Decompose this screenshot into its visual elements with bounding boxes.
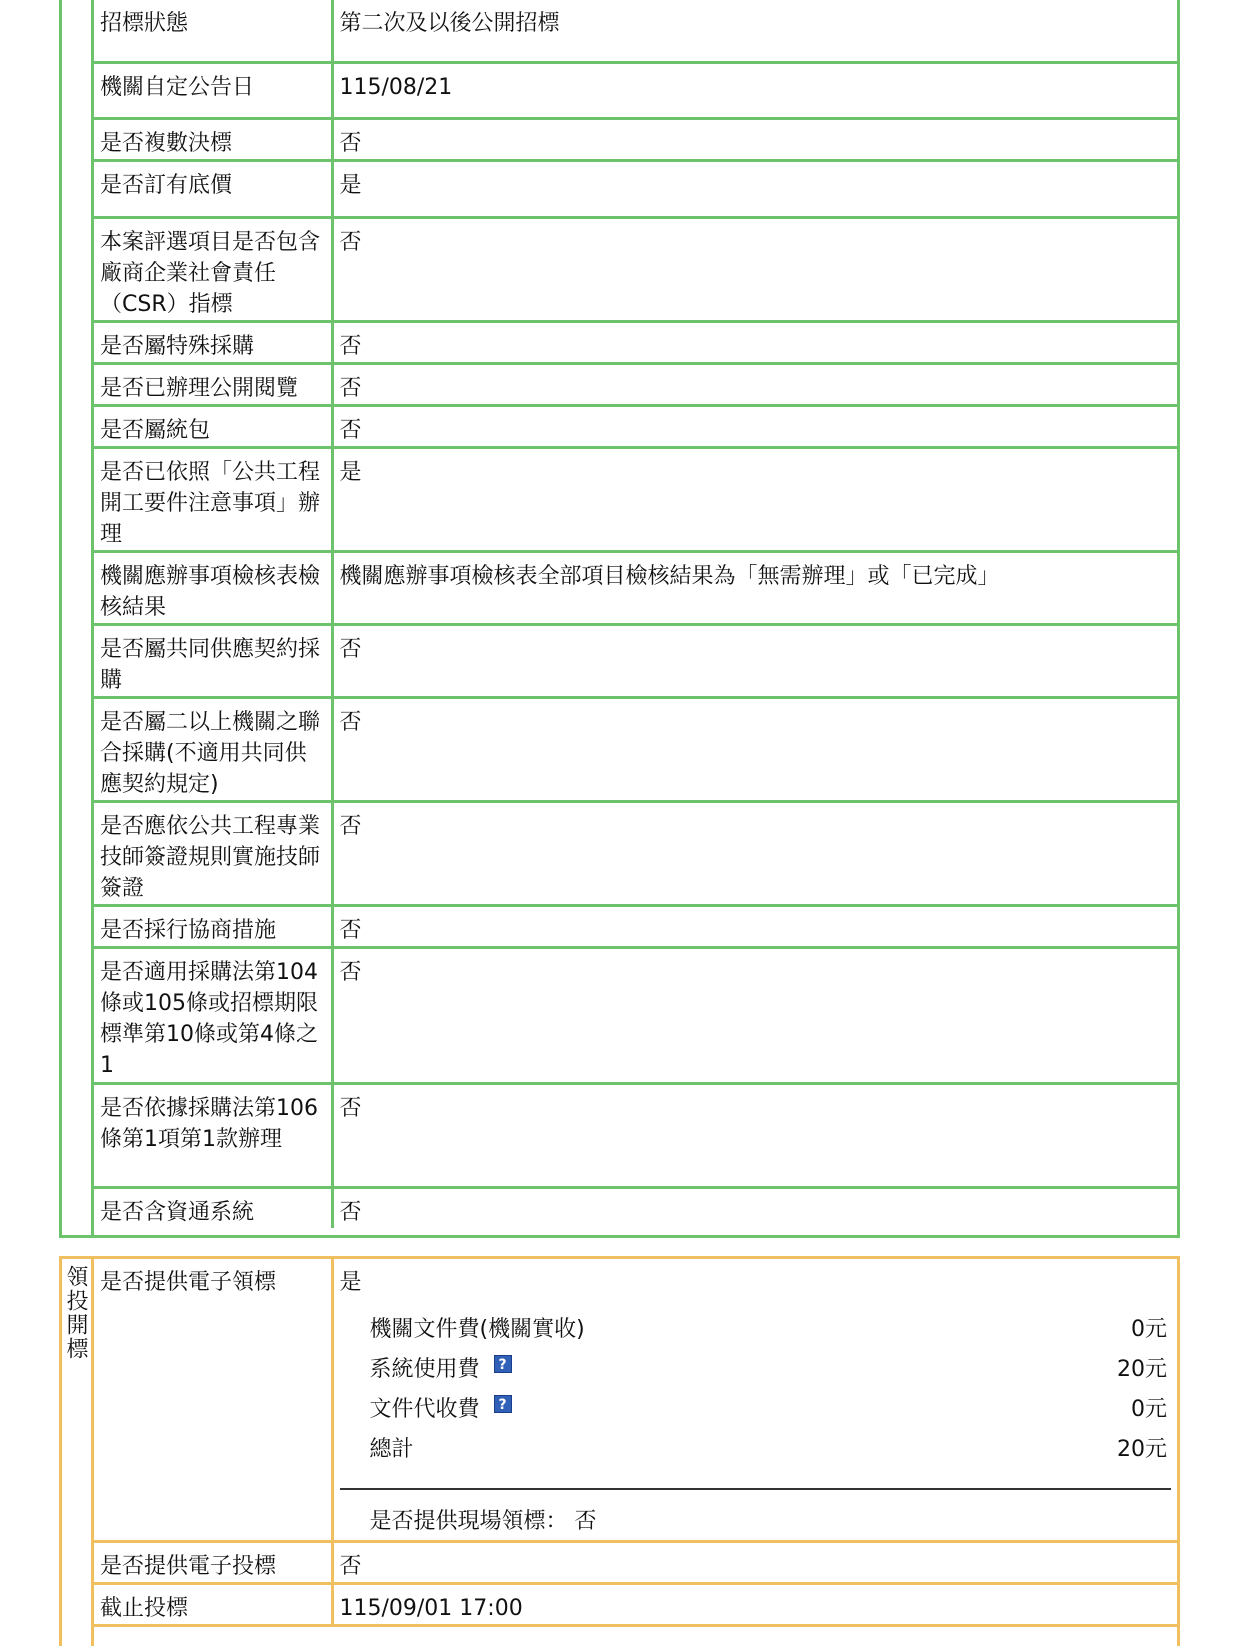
row-value: 否 xyxy=(332,118,1177,160)
row-value: 是 xyxy=(332,447,1177,551)
table-row xyxy=(94,947,1177,1083)
row-label: 是否採行協商措施 xyxy=(94,905,332,947)
fee-row xyxy=(370,1430,1168,1470)
onsite-pickup-value: 否 xyxy=(574,1509,597,1534)
row-value: 是 xyxy=(332,160,1177,217)
onsite-pickup-label: 是否提供現場領標： xyxy=(369,1509,568,1534)
table-row xyxy=(94,160,1177,217)
table-row xyxy=(94,62,1177,118)
tender-info-section xyxy=(59,0,1180,1238)
row-label: 是否屬特殊採購 xyxy=(94,321,332,363)
row-label: 是否複數決標 xyxy=(94,118,332,160)
table-row xyxy=(94,624,1177,697)
row-label: 截止投標 xyxy=(94,1584,332,1626)
table-row xyxy=(94,905,1177,947)
row-value: 否 xyxy=(332,697,1177,801)
row-value: 否 xyxy=(332,801,1177,905)
table-row xyxy=(94,551,1177,624)
bidding-table xyxy=(94,1259,1177,1627)
row-value: 否 xyxy=(332,363,1177,405)
bidding-section xyxy=(59,1256,1180,1646)
row-label: 機關自定公告日 xyxy=(94,62,332,118)
row-label: 是否訂有底價 xyxy=(94,160,332,217)
row-value: 否 xyxy=(332,624,1177,697)
table-row xyxy=(94,1187,1177,1228)
row-value: 115/08/21 xyxy=(332,62,1177,118)
fee-amount: 0元 xyxy=(1131,1317,1167,1342)
row-value xyxy=(332,1259,1177,1542)
fee-name: 機關文件費(機關實收) xyxy=(369,1317,585,1342)
fee-row xyxy=(370,1350,1168,1390)
row-label: 是否屬二以上機關之聯合採購(不適用共同供應契約規定) xyxy=(94,697,332,801)
row-value: 否 xyxy=(332,905,1177,947)
table-row xyxy=(94,801,1177,905)
row-value: 否 xyxy=(332,321,1177,363)
table-row xyxy=(94,1259,1177,1542)
bidding-section-label: 領投開標 xyxy=(62,1259,94,1646)
row-label: 是否已依照「公共工程開工要件注意事項」辦理 xyxy=(94,447,332,551)
fee-name: 文件代收費 xyxy=(369,1397,480,1422)
help-icon[interactable]: ? xyxy=(494,1355,512,1373)
fee-divider xyxy=(340,1488,1172,1490)
table-row xyxy=(94,1584,1177,1626)
row-label: 是否提供電子領標 xyxy=(94,1259,332,1542)
fee-name: 總計 xyxy=(369,1437,414,1462)
fee-amount: 20元 xyxy=(1117,1437,1167,1462)
electronic-pickup-value: 是 xyxy=(339,1270,362,1295)
table-row xyxy=(94,1083,1177,1187)
row-value: 第二次及以後公開招標 xyxy=(332,0,1177,62)
table-row xyxy=(94,447,1177,551)
section-gutter xyxy=(62,0,94,1235)
help-icon[interactable]: ? xyxy=(494,1395,512,1413)
table-row xyxy=(94,0,1177,62)
tender-info-table xyxy=(94,0,1177,1228)
table-row xyxy=(94,1542,1177,1584)
row-label: 是否依據採購法第106條第1項第1款辦理 xyxy=(94,1083,332,1187)
row-label: 機關應辦事項檢核表檢核結果 xyxy=(94,551,332,624)
row-value: 否 xyxy=(332,947,1177,1083)
table-row xyxy=(94,405,1177,447)
row-label: 是否屬共同供應契約採購 xyxy=(94,624,332,697)
table-row xyxy=(94,217,1177,321)
row-label: 是否屬統包 xyxy=(94,405,332,447)
row-value: 115/09/01 17:00 xyxy=(332,1584,1177,1626)
table-row xyxy=(94,118,1177,160)
row-value: 否 xyxy=(332,217,1177,321)
row-value: 否 xyxy=(332,1083,1177,1187)
table-row xyxy=(94,321,1177,363)
fee-list xyxy=(370,1310,1168,1470)
row-label: 是否含資通系統 xyxy=(94,1187,332,1228)
row-value: 機關應辦事項檢核表全部項目檢核結果為「無需辦理」或「已完成」 xyxy=(332,551,1177,624)
row-value: 否 xyxy=(339,1199,362,1225)
fee-amount: 0元 xyxy=(1131,1397,1167,1422)
fee-name: 系統使用費 xyxy=(369,1357,480,1382)
row-label: 是否提供電子投標 xyxy=(94,1542,332,1584)
row-label: 招標狀態 xyxy=(94,0,332,62)
row-label: 本案評選項目是否包含廠商企業社會責任（CSR）指標 xyxy=(94,217,332,321)
row-label: 是否應依公共工程專業技師簽證規則實施技師簽證 xyxy=(94,801,332,905)
row-value: 否 xyxy=(332,405,1177,447)
table-row xyxy=(94,363,1177,405)
table-row xyxy=(94,697,1177,801)
row-label: 是否已辦理公開閱覽 xyxy=(94,363,332,405)
row-value: 否 xyxy=(332,1542,1177,1584)
onsite-pickup xyxy=(370,1504,1172,1540)
fee-row xyxy=(370,1390,1168,1430)
row-label: 是否適用採購法第104條或105條或招標期限標準第10條或第4條之1 xyxy=(94,947,332,1083)
fee-amount: 20元 xyxy=(1117,1357,1167,1382)
fee-row xyxy=(370,1310,1168,1350)
